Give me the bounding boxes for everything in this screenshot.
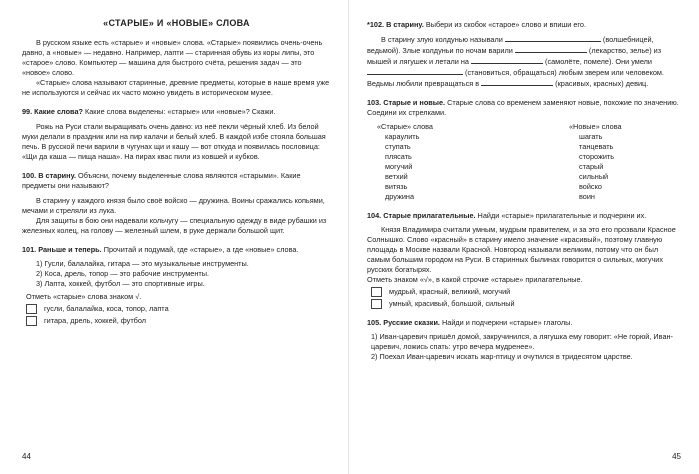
new-word[interactable]: сильный <box>579 172 609 181</box>
exercise-104-text: Князя Владимира считали умным, мудрым правителем, и за это его прозвали Красное Солнышко. Слово «красный» в старину имело значение «красивый», поэтому главную площадь в Москве назвали Красной. Новгород называли великим, потому что он был самым большим городом на Руси. В старинных былинах говорится о сильных, могучих русских богатырях. <box>367 225 676 274</box>
old-word[interactable]: витязь <box>385 182 408 191</box>
exercise-100-text-1: В старину у каждого князя было своё войско — дружина. Воины сражались копьями, мечами и стреляли из лука. <box>22 196 325 215</box>
intro-paragraph-2: «Старые» слова называют старинные, древние предметы, которые в наше время уже не используются и сейчас их часто можно увидеть в историческом музее. <box>22 78 330 97</box>
exercise-100-text-2: Для защиты в бою они надевали кольчугу — специальную одежду в виде рубашки из железных колец, на голову — железный шлем, в руке держали большой щит. <box>22 216 327 235</box>
exercise-100-task: Объясни, почему выделенные слова являются «старыми». Какие предметы они называют? <box>22 171 301 190</box>
left-page <box>0 0 349 474</box>
exercise-99 <box>22 107 331 162</box>
checkbox[interactable] <box>26 304 37 314</box>
old-words-header: «Старые» слова <box>377 122 433 131</box>
exercise-102-task: Выбери из скобок «старое» слово и впиши его. <box>423 20 587 29</box>
exercise-101-option-2[interactable] <box>26 316 331 326</box>
new-word[interactable]: шагать <box>579 132 603 141</box>
old-word[interactable]: дружина <box>385 192 415 201</box>
new-words-column <box>524 122 681 202</box>
exercise-103-heading: 103. Старые и новые. <box>367 98 446 107</box>
old-word[interactable]: караулить <box>385 132 420 141</box>
exercise-101-mark-instruction: Отметь «старые» слова знаком √. <box>26 292 142 301</box>
old-word[interactable]: ступать <box>385 142 411 151</box>
exercise-102 <box>367 20 681 89</box>
answer-blank-5[interactable] <box>481 78 553 86</box>
ex102-line-5: (становиться, обращаться) любым зверем или человеком. Ведьмы любили превращаться в <box>367 68 664 88</box>
answer-blank-1[interactable] <box>505 34 601 42</box>
exercise-101-option-1[interactable] <box>26 304 331 314</box>
option-label: мудрый, красный, великий, могучий <box>389 287 511 296</box>
new-word[interactable]: воин <box>579 192 595 201</box>
exercise-104-option-2[interactable] <box>371 299 681 309</box>
new-words-header: «Новые» слова <box>569 122 622 131</box>
exercise-104-task: Найди «старые» прилагательные и подчеркни их. <box>475 211 647 220</box>
old-word[interactable]: ветхий <box>385 172 408 181</box>
right-page <box>349 0 699 474</box>
page-number-left: 44 <box>22 452 31 461</box>
exercise-101-item-1: 1) Гусли, балалайка, гитара — это музыкальные инструменты. <box>36 259 249 268</box>
exercise-104-option-1[interactable] <box>371 287 681 297</box>
checkbox[interactable] <box>371 299 382 309</box>
exercise-105 <box>367 318 681 362</box>
ex102-line-1: В старину злую колдунью называли <box>381 35 503 44</box>
new-word[interactable]: войско <box>579 182 602 191</box>
exercise-100 <box>22 171 331 236</box>
ex102-line-3: (лекарство, зелье) из мышей и лягушек и летали на <box>367 46 662 66</box>
option-label: гитара, дрель, хоккей, футбол <box>44 316 146 325</box>
page-number-right: 45 <box>672 452 681 461</box>
ex102-line-2: (волшебницей, ведьмой). Злые колдуньи по ночам варили <box>367 35 654 55</box>
option-label: умный, красивый, большой, сильный <box>389 299 515 308</box>
exercise-101 <box>22 245 331 326</box>
intro-paragraph-1: В русском языке есть «старые» и «новые» слова. «Старые» появились очень-очень давно, а «новые» — недавно. Например, лапти — старинная обувь из коры липы, это «старое» слово. Компьютер — машина для быстрого счёта, решения задач — это «новое» слово. <box>22 38 323 77</box>
ex102-line-6: (красивых, красных) девиц. <box>555 79 649 88</box>
exercise-101-item-3: 3) Лапта, хоккей, футбол — это спортивные игры. <box>36 279 205 288</box>
exercise-103 <box>367 98 681 202</box>
option-label: гусли, балалайка, коса, топор, лапта <box>44 304 169 313</box>
exercise-99-text: Рожь на Руси стали выращивать очень давно: из неё пекли чёрный хлеб. Из белой муки делали в праздник или на пир калачи и белый хлеб. В каждой избе стояла большая печь. В русской печи варили в чугунах щи и кашу — вот откуда и появилась пословица: «Щи да каша — пища наша». На пирах квас пили из ковшей и кубков. <box>22 122 326 161</box>
checkbox[interactable] <box>371 287 382 297</box>
ex102-line-4: (самолёте, помеле). Они умели <box>545 57 652 66</box>
exercise-105-task: Найди и подчеркни «старые» глаголы. <box>439 318 573 327</box>
new-word[interactable]: танцевать <box>579 142 614 151</box>
checkbox[interactable] <box>26 316 37 326</box>
old-word[interactable]: плясать <box>385 152 412 161</box>
exercise-104-mark-instruction: Отметь знаком «√», в какой строчке «старые» прилагательные. <box>367 275 583 284</box>
answer-blank-4[interactable] <box>367 67 463 75</box>
exercise-105-item-2: 2) Поехал Иван-царевич искать жар-птицу и очутился в тридесятом царстве. <box>371 352 633 361</box>
exercise-101-heading: 101. Раньше и теперь. <box>22 245 102 254</box>
exercise-102-heading: *102. В старину. <box>367 20 424 29</box>
old-words-column <box>367 122 524 202</box>
answer-blank-2[interactable] <box>515 45 587 53</box>
exercise-101-task: Прочитай и подумай, где «старые», а где «новые» слова. <box>101 245 299 254</box>
exercise-101-item-2: 2) Коса, дрель, топор — это рабочие инструменты. <box>36 269 209 278</box>
section-title: «СТАРЫЕ» И «НОВЫЕ» СЛОВА <box>103 18 250 28</box>
new-word[interactable]: старый <box>579 162 604 171</box>
exercise-105-item-1: 1) Иван-царевич пришёл домой, закручинился, а лягушка ему говорит: «Не горюй, Иван-царевич, ложись спать: утро вечера мудренее». <box>371 332 673 351</box>
exercise-104-heading: 104. Старые прилагательные. <box>367 211 476 220</box>
exercise-104 <box>367 211 681 309</box>
exercise-99-heading: 99. Какие слова? <box>22 107 83 116</box>
old-word[interactable]: могучий <box>385 162 413 171</box>
exercise-99-task: Какие слова выделены: «старые» или «новые»? Скажи. <box>82 107 276 116</box>
answer-blank-3[interactable] <box>471 56 543 64</box>
new-word[interactable]: сторожить <box>579 152 615 161</box>
exercise-100-heading: 100. В старину. <box>22 171 77 180</box>
exercise-103-task: Старые слова со временем заменяют новые, похожие по значению. Соедини их стрелками. <box>367 98 679 117</box>
exercise-105-heading: 105. Русские сказки. <box>367 318 440 327</box>
